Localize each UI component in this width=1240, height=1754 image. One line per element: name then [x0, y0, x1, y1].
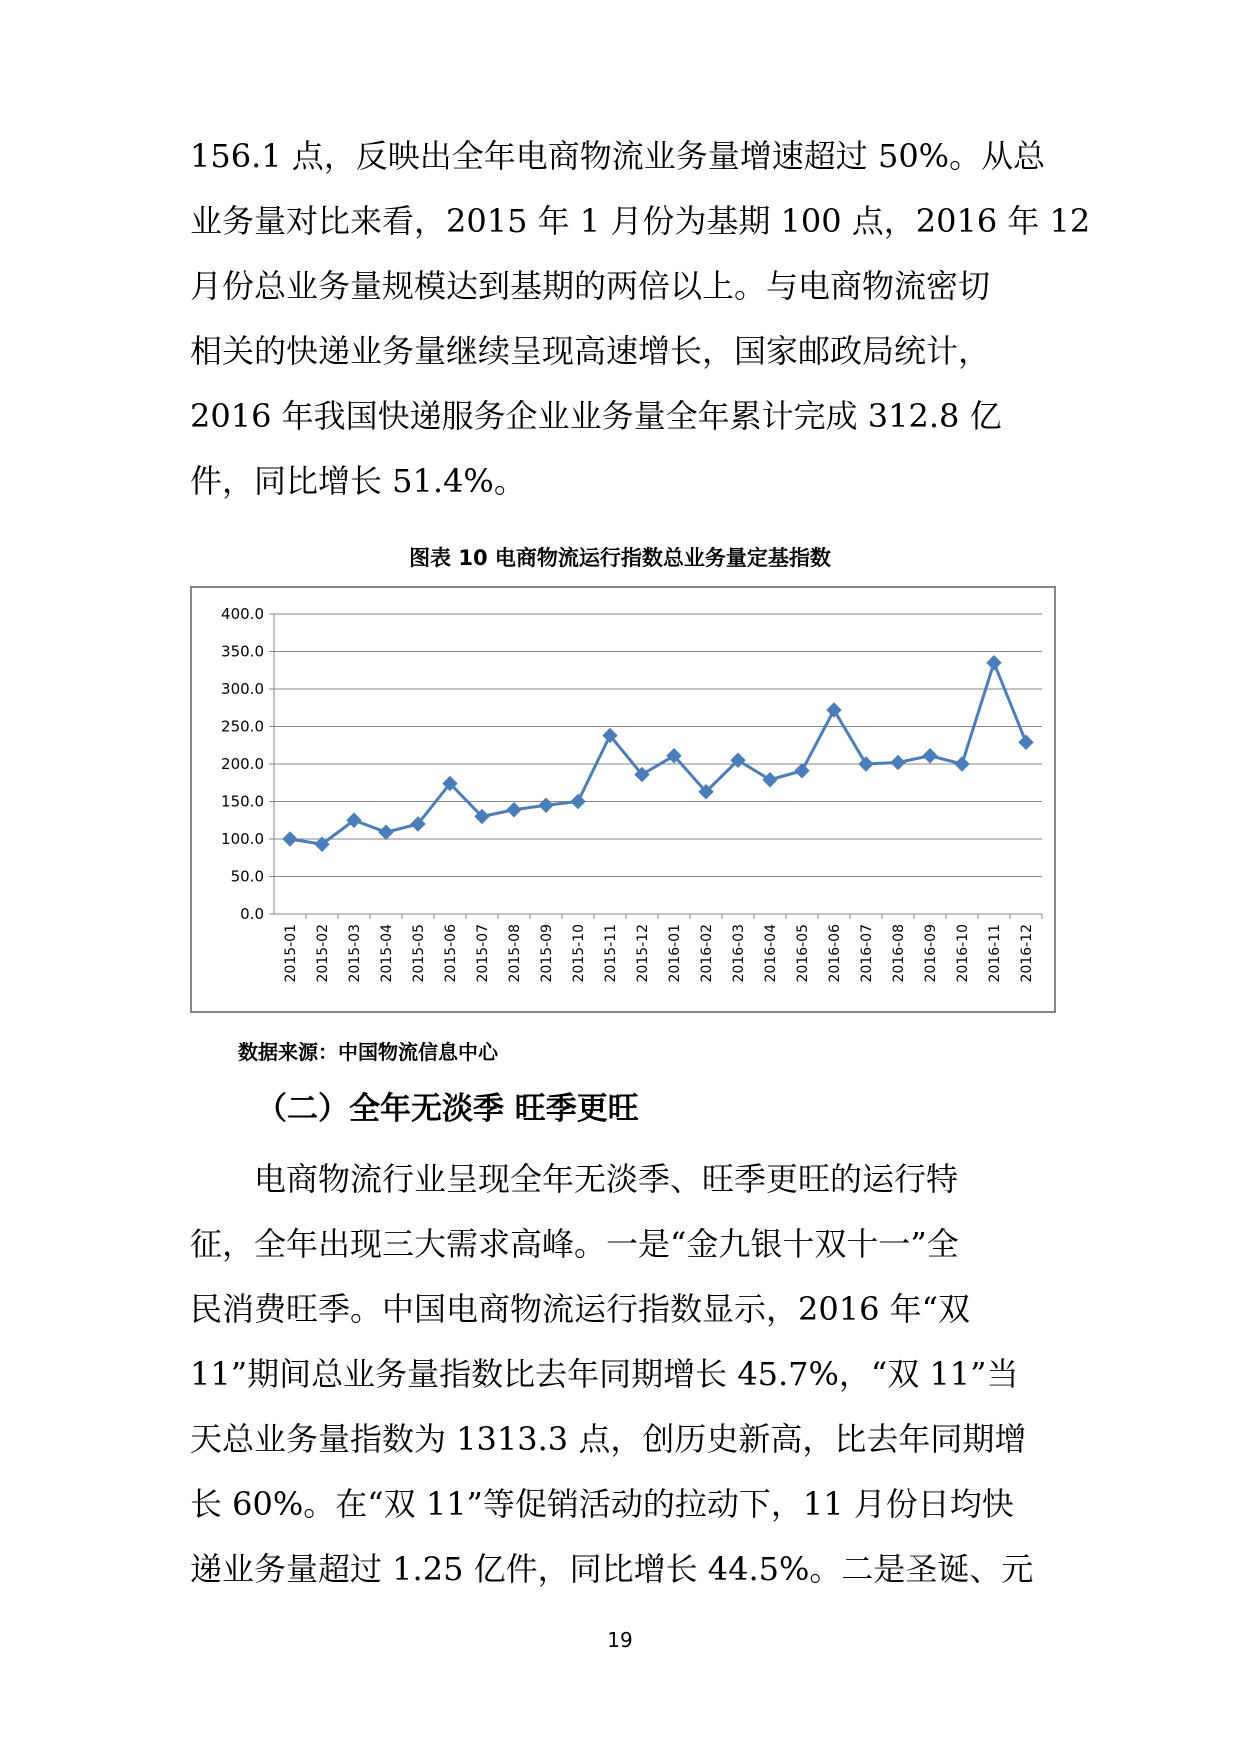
- y-tick-label: 150.0: [221, 792, 264, 811]
- x-tick-label: 2016-02: [699, 924, 715, 983]
- paragraph-line: 递业务量超过 1.25 亿件，同比增长 44.5%。二是圣诞、元: [190, 1550, 1034, 1588]
- data-point: [923, 749, 937, 763]
- x-tick-label: 2016-07: [859, 924, 875, 983]
- data-point: [891, 756, 905, 770]
- paragraph-line: 月份总业务量规模达到基期的两倍以上。与电商物流密切: [190, 267, 991, 305]
- x-tick-label: 2015-09: [539, 924, 555, 983]
- x-tick-label: 2015-06: [443, 924, 459, 983]
- data-point: [763, 773, 777, 787]
- x-tick-label: 2015-11: [603, 924, 619, 983]
- line-chart: [190, 586, 1056, 1013]
- paragraph-line: 2016 年我国快递服务企业业务量全年累计完成 312.8 亿: [190, 397, 1002, 435]
- x-tick-label: 2015-05: [411, 924, 427, 983]
- paragraph-line: 相关的快递业务量继续呈现高速增长，国家邮政局统计，: [190, 332, 991, 370]
- x-tick-label: 2016-04: [763, 924, 779, 983]
- x-tick-label: 2016-10: [955, 924, 971, 983]
- section-heading: （二）全年无淡季 旺季更旺: [256, 1091, 639, 1127]
- paragraph-2: [190, 1147, 1070, 1602]
- x-tick-label: 2016-06: [827, 924, 843, 983]
- data-point: [795, 764, 809, 778]
- y-tick-label: 50.0: [230, 867, 264, 886]
- paragraph-line: 11”期间总业务量指数比去年同期增长 45.7%，“双 11”当: [190, 1355, 1019, 1393]
- data-point: [1019, 735, 1033, 749]
- data-point: [987, 656, 1001, 670]
- data-point: [859, 757, 873, 771]
- y-tick-label: 350.0: [221, 642, 264, 661]
- chart-svg: [192, 588, 1054, 1011]
- x-tick-label: 2015-10: [571, 924, 587, 983]
- page-number: 19: [607, 1628, 633, 1652]
- x-tick-label: 2016-11: [987, 924, 1003, 983]
- paragraph-line: 征，全年出现三大需求高峰。一是“金九银十双十一”全: [190, 1225, 959, 1263]
- paragraph-line: 件，同比增长 51.4%。: [190, 462, 526, 500]
- y-tick-label: 400.0: [221, 605, 264, 623]
- data-point: [379, 825, 393, 839]
- y-tick-label: 0.0: [240, 905, 264, 923]
- data-point: [283, 832, 297, 846]
- x-tick-label: 2016-08: [891, 924, 907, 983]
- data-point: [827, 703, 841, 717]
- paragraph-line: 长 60%。在“双 11”等促销活动的拉动下，11 月份日均快: [190, 1485, 1014, 1523]
- paragraph-1: [190, 124, 1091, 514]
- x-tick-label: 2016-05: [795, 924, 811, 983]
- x-tick-label: 2015-08: [507, 924, 523, 983]
- figure-caption: 图表 10 电商物流运行指数总业务量定基指数: [409, 546, 831, 570]
- x-tick-label: 2016-03: [731, 924, 747, 983]
- x-tick-label: 2015-01: [283, 924, 299, 983]
- y-tick-label: 250.0: [221, 717, 264, 736]
- data-point: [571, 795, 585, 809]
- x-tick-label: 2016-12: [1019, 924, 1035, 983]
- x-tick-label: 2016-01: [667, 924, 683, 983]
- series-line: [290, 663, 1026, 845]
- data-point: [955, 757, 969, 771]
- data-source: 数据来源：中国物流信息中心: [238, 1040, 498, 1064]
- y-tick-label: 300.0: [221, 680, 264, 698]
- paragraph-line: 电商物流行业呈现全年无淡季、旺季更旺的运行特: [254, 1160, 959, 1198]
- y-tick-label: 100.0: [221, 830, 264, 848]
- paragraph-line: 天总业务量指数为 1313.3 点，创历史新高，比去年同期增: [190, 1420, 1027, 1458]
- x-tick-label: 2015-07: [475, 924, 491, 983]
- data-point: [507, 803, 521, 817]
- data-point: [539, 798, 553, 812]
- paragraph-line: 业务量对比来看，2015 年 1 月份为基期 100 点，2016 年 12: [190, 202, 1091, 240]
- paragraph-line: 民消费旺季。中国电商物流运行指数显示，2016 年“双: [190, 1290, 970, 1328]
- x-tick-label: 2016-09: [923, 924, 939, 983]
- paragraph-line: 156.1 点，反映出全年电商物流业务量增速超过 50%。从总: [190, 137, 1046, 175]
- x-tick-label: 2015-02: [315, 924, 331, 983]
- x-tick-label: 2015-03: [347, 924, 363, 983]
- y-tick-label: 200.0: [221, 755, 264, 773]
- x-tick-label: 2015-12: [635, 924, 651, 983]
- x-tick-label: 2015-04: [379, 924, 395, 983]
